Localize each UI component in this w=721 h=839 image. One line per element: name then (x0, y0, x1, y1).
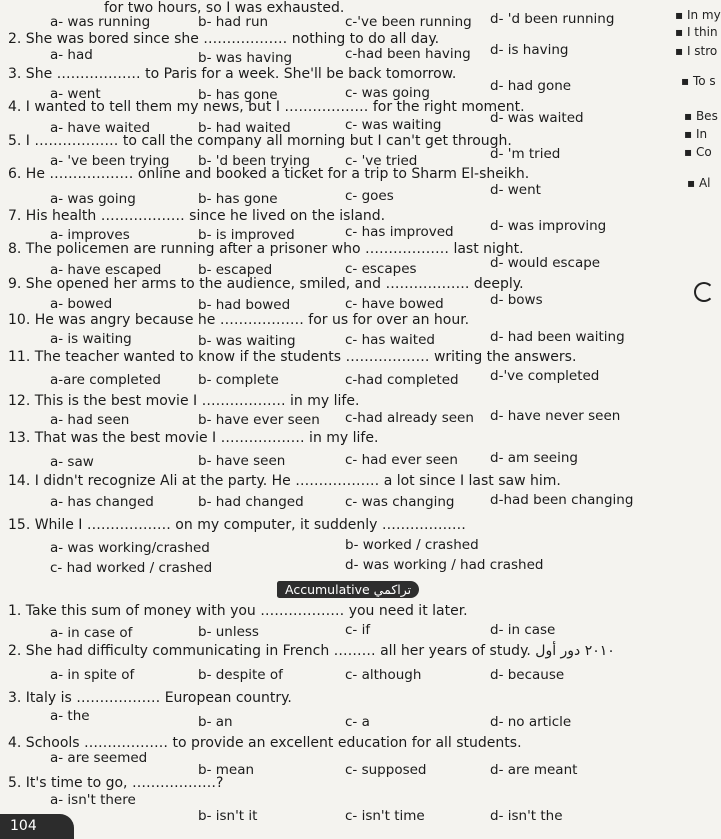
answer-option: c-had already seen (345, 410, 474, 426)
question-line: 2. She had difficulty communicating in French ……… all her years of study. ٢٠١٠ دور أول (8, 643, 615, 659)
answer-option: d- was waited (490, 110, 584, 126)
answer-option: d- because (490, 667, 565, 683)
answer-option: d- no article (490, 714, 572, 730)
question-line: 5. It's time to go, ………………? (8, 775, 224, 791)
side-note: ▪ Bes (684, 109, 718, 123)
answer-option: c- has improved (345, 224, 454, 240)
answer-option: c- had ever seen (345, 452, 458, 468)
answer-option: d- bows (490, 292, 543, 308)
answer-option: b- was having (198, 50, 293, 66)
answer-option: c-'ve been running (345, 14, 472, 30)
answer-option: b- 'd been trying (198, 153, 311, 169)
answer-option: a- in case of (50, 625, 133, 641)
answer-option: b- had run (198, 14, 269, 30)
answer-option: a- have escaped (50, 262, 162, 278)
answer-option: c- has waited (345, 332, 435, 348)
answer-option: c- was waiting (345, 117, 442, 133)
answer-option: d- 'd been running (490, 11, 615, 27)
answer-option: c- had worked / crashed (50, 560, 213, 576)
question-line: 6. He ……………… online and booked a ticket for a trip to Sharm El-sheikh. (8, 166, 530, 182)
answer-option: d- 'm tried (490, 146, 561, 162)
answer-option: c- 've tried (345, 153, 418, 169)
section-badge: Accumulative تراكمي (277, 581, 419, 598)
answer-option: a- bowed (50, 296, 113, 312)
answer-option: d- is having (490, 42, 569, 58)
answer-option: c- isn't time (345, 808, 425, 824)
answer-option: b- had waited (198, 120, 291, 136)
answer-option: a- had (50, 47, 93, 63)
question-line: 12. This is the best movie I ……………… in my life. (8, 393, 360, 409)
question-line: 15. While I ……………… on my computer, it suddenly ……………… (8, 517, 466, 533)
answer-option: b- has gone (198, 191, 278, 207)
question-line: 8. The policemen are running after a prisoner who ……………… last night. (8, 241, 524, 257)
answer-option: b- isn't it (198, 808, 258, 824)
answer-option: a- was working/crashed (50, 540, 210, 556)
answer-option: d- in case (490, 622, 556, 638)
answer-option: b- worked / crashed (345, 537, 479, 553)
question-line: for two hours, so I was exhausted. (104, 0, 345, 16)
answer-option: c-had been having (345, 46, 471, 62)
answer-option: d- have never seen (490, 408, 621, 424)
answer-option: a- has changed (50, 494, 154, 510)
page-number: 104 (0, 814, 74, 839)
answer-option: c- although (345, 667, 422, 683)
answer-option: d- had gone (490, 78, 572, 94)
answer-option: d- would escape (490, 255, 601, 271)
answer-option: a- went (50, 86, 101, 102)
answer-option: a- are seemed (50, 750, 148, 766)
answer-option: b- escaped (198, 262, 273, 278)
answer-option: b- complete (198, 372, 279, 388)
answer-option: b- is improved (198, 227, 295, 243)
answer-option: a- was running (50, 14, 151, 30)
answer-option: a- saw (50, 454, 94, 470)
answer-option: b- was waiting (198, 333, 296, 349)
answer-option: c- if (345, 622, 371, 638)
answer-option: b- has gone (198, 87, 278, 103)
answer-option: c- was going (345, 85, 430, 101)
answer-option: a-are completed (50, 372, 161, 388)
answer-option: b- had changed (198, 494, 304, 510)
answer-option: c-had completed (345, 372, 459, 388)
side-note: ▪ In my (675, 8, 721, 22)
answer-option: c- escapes (345, 261, 417, 277)
answer-option: c- a (345, 714, 370, 730)
answer-option: c- supposed (345, 762, 427, 778)
question-line: 4. Schools ……………… to provide an excellent education for all students. (8, 735, 522, 751)
answer-option: b- despite of (198, 667, 283, 683)
question-line: 3. She ……………… to Paris for a week. She'll be back tomorrow. (8, 66, 457, 82)
question-line: 1. Take this sum of money with you ……………… you need it later. (8, 603, 468, 619)
answer-option: b- an (198, 714, 233, 730)
answer-option: a- the (50, 708, 90, 724)
answer-option: a- in spite of (50, 667, 135, 683)
answer-option: a- 've been trying (50, 153, 170, 169)
answer-option: d- went (490, 182, 541, 198)
answer-option: c- goes (345, 188, 394, 204)
answer-option: b- have ever seen (198, 412, 320, 428)
question-line: 4. I wanted to tell them my news, but I ……………… for the right moment. (8, 99, 525, 115)
question-line: 5. I ……………… to call the company all morning but I can't get through. (8, 133, 512, 149)
side-note: ▪ To s (681, 74, 716, 88)
answer-option: d-'ve completed (490, 368, 600, 384)
side-note: ▪ I stro (675, 44, 718, 58)
question-line: 13. That was the best movie I ……………… in my life. (8, 430, 379, 446)
side-note: ▪ Al (687, 176, 711, 190)
side-note: ▪ In (684, 127, 708, 141)
question-line: 14. I didn't recognize Ali at the party. He ……………… a lot since I last saw him. (8, 473, 561, 489)
question-line: 7. His health ……………… since he lived on the island. (8, 208, 386, 224)
answer-option: a- was going (50, 191, 136, 207)
answer-option: d- was improving (490, 218, 607, 234)
answer-option: a- improves (50, 227, 130, 243)
answer-option: a- isn't there (50, 792, 136, 808)
answer-option: c- was changing (345, 494, 455, 510)
answer-option: b- unless (198, 624, 259, 640)
answer-option: d- are meant (490, 762, 578, 778)
question-line: 2. She was bored since she ……………… nothing to do all day. (8, 31, 440, 47)
answer-option: d- had been waiting (490, 329, 625, 345)
answer-option: d- isn't the (490, 808, 563, 824)
answer-option: d- was working / had crashed (345, 557, 544, 573)
answer-option: d-had been changing (490, 492, 634, 508)
answer-option: b- mean (198, 762, 255, 778)
answer-option: a- is waiting (50, 331, 132, 347)
question-line: 10. He was angry because he ……………… for us for over an hour. (8, 312, 470, 328)
answer-option: b- have seen (198, 453, 286, 469)
question-line: 9. She opened her arms to the audience, smiled, and ……………… deeply. (8, 276, 524, 292)
answer-option: a- have waited (50, 120, 151, 136)
side-note: ▪ Co (684, 145, 712, 159)
side-note: ▪ I thin (675, 25, 718, 39)
answer-option: d- am seeing (490, 450, 578, 466)
answer-option: a- had seen (50, 412, 130, 428)
question-line: 3. Italy is ……………… European country. (8, 690, 292, 706)
partial-circle-icon (694, 282, 714, 302)
question-line: 11. The teacher wanted to know if the students ……………… writing the answers. (8, 349, 577, 365)
answer-option: b- had bowed (198, 297, 291, 313)
answer-option: c- have bowed (345, 296, 444, 312)
